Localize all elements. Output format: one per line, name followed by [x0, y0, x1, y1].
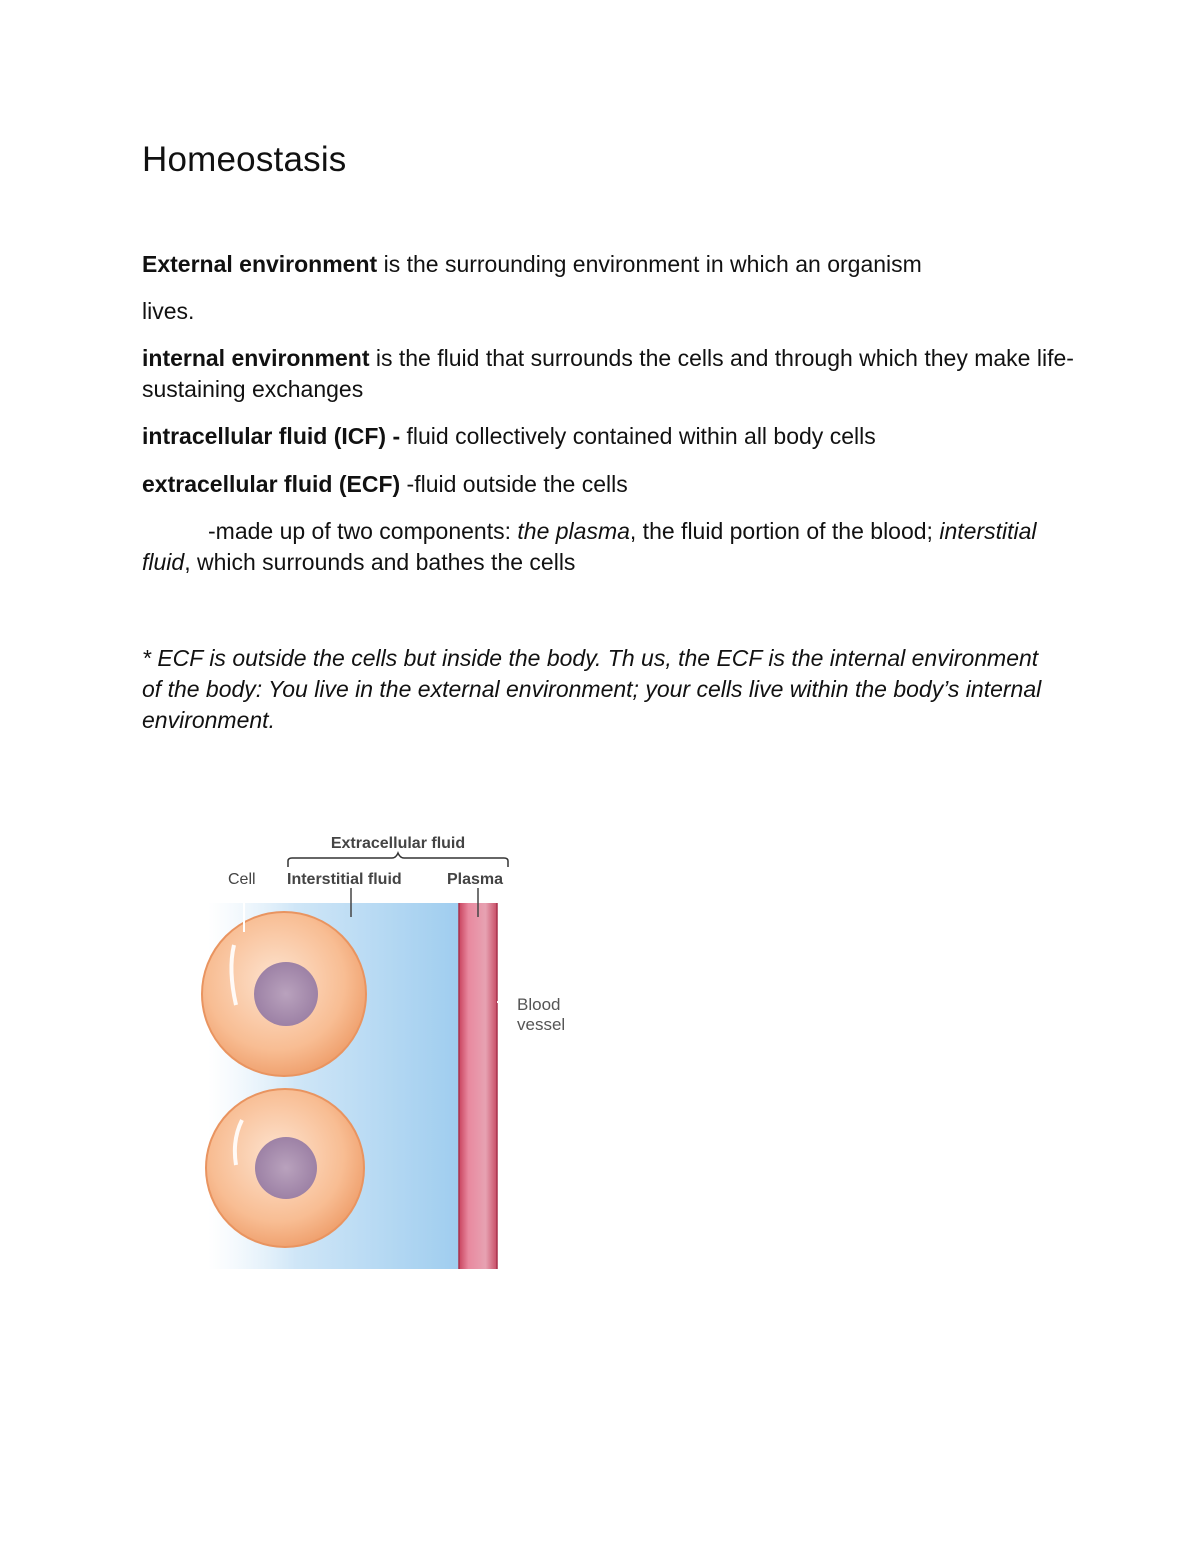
ecf-diagram	[200, 820, 600, 1280]
ecf-diagram-svg	[200, 820, 600, 1280]
term-ecf: extracellular fluid (ECF)	[142, 471, 401, 497]
definition-icf	[142, 421, 1082, 452]
blood-vessel	[459, 903, 497, 1269]
ecf-components	[142, 516, 1082, 578]
definition-external-continuation	[142, 296, 1082, 327]
definition-icf-text: fluid collectively contained within all body cells	[400, 423, 876, 449]
term-plasma: the plasma	[517, 518, 630, 544]
definition-ecf-text: -fluid outside the cells	[400, 471, 628, 497]
definition-external-continuation-text: lives.	[142, 298, 195, 324]
extracellular-bracket	[288, 853, 508, 867]
nucleus-top	[254, 962, 318, 1026]
term-external-environment: External environment	[142, 251, 378, 277]
definition-ecf	[142, 469, 1082, 500]
label-plasma: Plasma	[447, 871, 504, 888]
label-blood: Blood	[517, 995, 561, 1014]
definition-external-text: is the surrounding environment in which an organism	[377, 251, 922, 277]
components-plasma-text: , the fluid portion of the blood;	[629, 518, 933, 544]
label-interstitial-fluid: Interstitial fluid	[287, 871, 402, 888]
components-interstitial-text: , which surrounds and bathes the cells	[184, 549, 576, 575]
page-title: Homeostasis	[142, 140, 347, 179]
nucleus-bottom	[255, 1137, 317, 1199]
definition-external	[142, 249, 1082, 280]
label-vessel: vessel	[517, 1015, 566, 1034]
definition-internal	[142, 343, 1082, 405]
term-internal-environment: internal environment	[142, 345, 370, 371]
cell-top	[202, 912, 366, 1076]
label-cell: Cell	[228, 871, 256, 888]
term-icf: intracellular fluid (ICF) -	[142, 423, 401, 449]
components-lead: -made up of two components:	[208, 518, 518, 544]
cell-bottom	[206, 1089, 364, 1247]
definition-internal-text: is the fluid that surrounds the cells and through which they make life-sustaining exchanges	[142, 345, 1074, 402]
label-extracellular-fluid: Extracellular fluid	[330, 835, 466, 852]
term-interstitial-fluid: interstitial fluid	[142, 518, 1037, 575]
ecf-note: * ECF is outside the cells but inside the body. Th us, the ECF is the internal environment of the body: You live in the external environment; your cells live within the body’s internal environment.	[142, 645, 1042, 733]
